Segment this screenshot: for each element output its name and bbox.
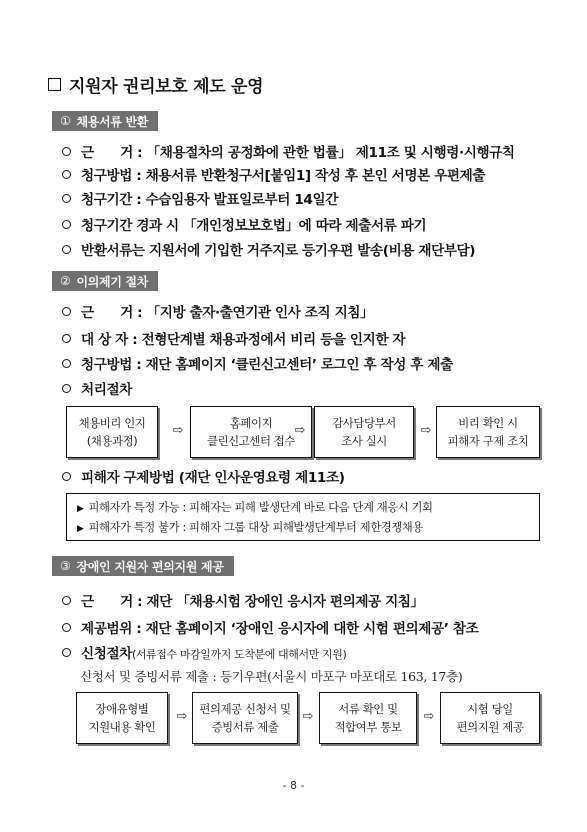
list-item (62, 590, 424, 610)
flow-step-line: 채용비리 인지 (78, 416, 146, 430)
right-arrow-icon: ⇨ (294, 423, 306, 438)
circle-bullet-icon (62, 359, 71, 368)
flow-step (76, 692, 168, 744)
list-item (62, 239, 475, 259)
remedy-item-text: 피해자가 특정 가능 : 피해자는 피해 발생단계 바로 다음 단계 재응시 기회 (88, 501, 433, 514)
flow-step (319, 692, 417, 744)
circle-bullet-icon (62, 194, 71, 203)
circle-bullet-icon (62, 472, 71, 481)
flow-step (66, 406, 158, 458)
circle-bullet-icon (62, 245, 71, 254)
list-item (62, 378, 132, 398)
list-item (62, 328, 405, 348)
triangle-bullet-icon: ▶ (77, 504, 84, 514)
list-item-text: 근 거 : 「채용절차의 공정화에 관한 법률」 제11조 및 시행령·시행규칙 (81, 145, 515, 161)
flow-step-line: 증빙서류 제출 (211, 720, 279, 734)
disability-support-flow (66, 692, 540, 744)
circle-bullet-icon (62, 220, 71, 229)
list-item-text: 청구기간 경과 시 「개인정보보호법」에 따라 제출서류 파기 (81, 218, 427, 234)
list-item-text: 처리절차 (81, 382, 132, 398)
section-header-document-return (52, 111, 158, 131)
procedure-note: (서류접수 마감일까지 도착분에 대해서만 지원) (131, 648, 347, 661)
list-item-text: 청구방법 : 채용서류 반환청구서[붙임1] 작성 후 본인 서명본 우편제출 (81, 168, 486, 184)
circle-bullet-icon (62, 170, 71, 179)
remedy-item (77, 518, 539, 538)
list-item-text: 청구방법 : 재단 홈페이지 ‘클린신고센터’ 로그인 후 작성 후 제출 (81, 357, 453, 373)
remedy-item-text: 피해자가 특정 불가 : 피해자 그룹 대상 피해발생단계부터 제한경쟁채용 (88, 521, 423, 534)
list-item (62, 188, 338, 208)
triangle-bullet-icon: ▶ (77, 524, 84, 534)
circle-bullet-icon (62, 596, 71, 605)
list-item-text: 제공범위 : 재단 홈페이지 ‘장애인 응시자에 대한 시험 편의제공’ 참조 (81, 621, 479, 637)
list-item-text: 반환서류는 지원서에 기입한 거주지로 등기우편 발송(비용 재단부담) (81, 243, 476, 259)
flow-step (314, 406, 414, 458)
flow-step-line: 적합여부 통보 (334, 720, 402, 734)
section-header-disability-support (52, 556, 234, 576)
section-number: ① (60, 114, 71, 128)
submission-note: 신청서 및 증빙서류 제출 : 등기우편(서울시 마포구 마포대로 163, 17층) (80, 669, 463, 684)
flow-step-line: 조사 실시 (341, 434, 387, 448)
section-heading: 이의제기 절차 (76, 274, 149, 289)
list-item (62, 141, 515, 161)
flow-step-line: 서류 확인 및 (338, 702, 398, 716)
list-item-text: 근 거 : 「지방 출자·출연기관 인사 조직 지침」 (81, 305, 374, 321)
right-arrow-icon: ⇨ (172, 423, 184, 438)
list-item (62, 617, 478, 637)
list-item (62, 466, 345, 486)
flow-step-line: 피해자 구제 조치 (447, 434, 529, 448)
flow-step-line: 홈페이지 (229, 416, 273, 430)
flow-step-line: (채용과정) (86, 434, 138, 448)
flow-step-line: 편의제공 신청서 및 (199, 702, 291, 716)
section-heading: 채용서류 반환 (76, 114, 149, 129)
circle-bullet-icon (62, 623, 71, 632)
flow-step-line: 지원내용 확인 (88, 720, 156, 734)
flow-step (192, 692, 298, 744)
list-item-text: 근 거 : 재단 「채용시험 장애인 응시자 편의제공 지침」 (81, 594, 424, 610)
circle-bullet-icon (62, 648, 71, 657)
flow-step-line: 장애유형별 (95, 702, 149, 716)
section-number: ③ (60, 559, 71, 573)
remedy-details-box (66, 493, 540, 541)
flow-step-line: 감사담당부서 (332, 416, 396, 430)
circle-bullet-icon (62, 147, 71, 156)
list-item (62, 642, 346, 662)
list-item (62, 214, 426, 234)
remedy-item (77, 498, 539, 518)
list-item-text: 피해자 구제방법 (재단 인사운영요령 제11조) (81, 470, 345, 486)
list-item (62, 353, 453, 373)
page-number: - 8 - (282, 779, 305, 792)
checkbox-square-icon (48, 78, 61, 91)
flow-step-line: 시험 당일 (467, 702, 513, 716)
list-item-text: 청구기간 : 수습임용자 발표일로부터 14일간 (81, 192, 338, 208)
flow-step (440, 692, 540, 744)
flow-step-line: 편의지원 제공 (456, 720, 524, 734)
list-item-text: 대 상 자 : 전형단계별 채용과정에서 비리 등을 인지한 자 (81, 332, 406, 348)
right-arrow-icon: ⇨ (176, 709, 188, 724)
section-header-objection (52, 271, 158, 291)
list-item (62, 164, 485, 184)
circle-bullet-icon (62, 334, 71, 343)
objection-process-flow (66, 406, 540, 458)
right-arrow-icon: ⇨ (302, 709, 314, 724)
page-title (48, 72, 263, 97)
flow-step-line: 비리 확인 시 (458, 416, 518, 430)
circle-bullet-icon (62, 307, 71, 316)
list-item (62, 301, 373, 321)
circle-bullet-icon (62, 384, 71, 393)
page-title-text: 지원자 권리보호 제도 운영 (69, 77, 264, 97)
right-arrow-icon: ⇨ (420, 423, 432, 438)
list-item-text: 신청절차 (81, 646, 132, 662)
flow-step-line: 클린신고센터 접수 (206, 434, 296, 448)
section-heading: 장애인 지원자 편의지원 제공 (76, 559, 224, 574)
right-arrow-icon: ⇨ (423, 709, 435, 724)
flow-step (436, 406, 540, 458)
section-number: ② (60, 274, 71, 288)
